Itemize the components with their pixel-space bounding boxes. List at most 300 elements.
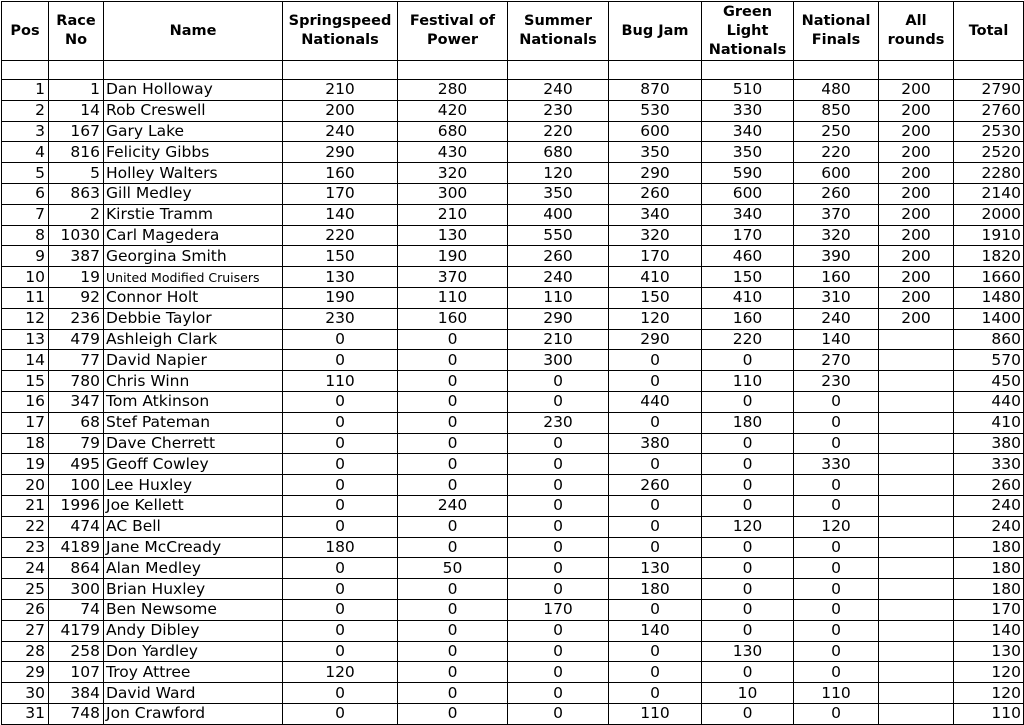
cell-springspeed-nationals: 0 [283,703,398,724]
cell-total: 240 [954,495,1024,516]
cell-springspeed-nationals: 150 [283,246,398,267]
table-row [2,433,1024,454]
cell-festival-of-power: 0 [398,599,508,620]
cell-bug-jam: 340 [609,204,702,225]
cell-all-rounds: 200 [879,204,954,225]
cell-bug-jam: 0 [609,495,702,516]
cell-national-finals: 0 [794,537,879,558]
cell-pos: 1 [2,80,49,101]
header-race-no: Race No [49,2,104,61]
cell-total: 120 [954,683,1024,704]
cell-summer-nationals: 240 [508,80,609,101]
cell-bug-jam: 290 [609,163,702,184]
cell-pos: 30 [2,683,49,704]
cell-name: AC Bell [104,516,283,537]
cell-race-no: 864 [49,558,104,579]
cell-summer-nationals: 400 [508,204,609,225]
table-row [2,246,1024,267]
cell-name: Holley Walters [104,163,283,184]
cell-green-light-nationals: 180 [702,412,794,433]
cell-total: 170 [954,599,1024,620]
cell-race-no: 100 [49,475,104,496]
cell-festival-of-power: 0 [398,641,508,662]
table-row [2,620,1024,641]
cell-festival-of-power: 0 [398,516,508,537]
table-row [2,495,1024,516]
cell-bug-jam: 0 [609,683,702,704]
cell-name: Rob Creswell [104,100,283,121]
cell-summer-nationals: 0 [508,579,609,600]
table-row [2,163,1024,184]
table-row [2,537,1024,558]
cell-bug-jam: 140 [609,620,702,641]
cell-all-rounds [879,412,954,433]
cell-name: Joe Kellett [104,495,283,516]
cell-name: Felicity Gibbs [104,142,283,163]
cell-pos: 28 [2,641,49,662]
cell-race-no: 479 [49,329,104,350]
header-all-rounds: All rounds [879,2,954,61]
cell-name: David Napier [104,350,283,371]
table-row [2,142,1024,163]
cell-springspeed-nationals: 130 [283,267,398,288]
cell-springspeed-nationals: 0 [283,391,398,412]
cell-pos: 25 [2,579,49,600]
cell-pos: 3 [2,121,49,142]
cell-national-finals: 480 [794,80,879,101]
cell-total: 240 [954,516,1024,537]
table-row [2,683,1024,704]
cell-green-light-nationals: 0 [702,599,794,620]
cell-pos: 17 [2,412,49,433]
cell-national-finals: 0 [794,475,879,496]
cell-festival-of-power: 0 [398,433,508,454]
cell-national-finals: 850 [794,100,879,121]
cell-total: 440 [954,391,1024,412]
cell-pos: 29 [2,662,49,683]
cell-national-finals: 120 [794,516,879,537]
cell-all-rounds: 200 [879,121,954,142]
cell-pos: 12 [2,308,49,329]
cell-all-rounds [879,454,954,475]
table-row [2,579,1024,600]
cell-total: 2760 [954,100,1024,121]
cell-national-finals: 220 [794,142,879,163]
cell-bug-jam: 120 [609,308,702,329]
cell-summer-nationals: 0 [508,495,609,516]
cell-festival-of-power: 370 [398,267,508,288]
table-row [2,703,1024,724]
cell-race-no: 1996 [49,495,104,516]
cell-race-no: 68 [49,412,104,433]
header-total: Total [954,2,1024,61]
cell-total: 1660 [954,267,1024,288]
cell-race-no: 387 [49,246,104,267]
cell-national-finals: 0 [794,620,879,641]
cell-pos: 23 [2,537,49,558]
cell-name: David Ward [104,683,283,704]
cell-festival-of-power: 320 [398,163,508,184]
cell-bug-jam: 0 [609,599,702,620]
cell-summer-nationals: 0 [508,662,609,683]
cell-name: Carl Magedera [104,225,283,246]
cell-national-finals: 330 [794,454,879,475]
cell-springspeed-nationals: 230 [283,308,398,329]
cell-name: Georgina Smith [104,246,283,267]
cell-national-finals: 0 [794,391,879,412]
cell-pos: 20 [2,475,49,496]
cell-all-rounds [879,350,954,371]
cell-total: 180 [954,558,1024,579]
cell-bug-jam: 170 [609,246,702,267]
cell-pos: 14 [2,350,49,371]
cell-springspeed-nationals: 0 [283,516,398,537]
cell-springspeed-nationals: 240 [283,121,398,142]
cell-all-rounds [879,537,954,558]
cell-green-light-nationals: 330 [702,100,794,121]
cell-name: Dan Holloway [104,80,283,101]
cell-green-light-nationals: 510 [702,80,794,101]
cell-bug-jam: 150 [609,287,702,308]
cell-green-light-nationals: 410 [702,287,794,308]
cell-national-finals: 250 [794,121,879,142]
cell-festival-of-power: 50 [398,558,508,579]
cell-national-finals: 260 [794,183,879,204]
table-row [2,475,1024,496]
cell-green-light-nationals: 120 [702,516,794,537]
cell-race-no: 74 [49,599,104,620]
cell-all-rounds [879,371,954,392]
cell-bug-jam: 440 [609,391,702,412]
table-row [2,350,1024,371]
cell-name: Stef Pateman [104,412,283,433]
cell-summer-nationals: 290 [508,308,609,329]
cell-national-finals: 0 [794,579,879,600]
cell-all-rounds [879,599,954,620]
cell-pos: 4 [2,142,49,163]
cell-race-no: 300 [49,579,104,600]
cell-summer-nationals: 0 [508,558,609,579]
cell-festival-of-power: 0 [398,350,508,371]
cell-springspeed-nationals: 0 [283,350,398,371]
cell-total: 380 [954,433,1024,454]
cell-total: 2000 [954,204,1024,225]
cell-name: Lee Huxley [104,475,283,496]
cell-all-rounds: 200 [879,163,954,184]
cell-summer-nationals: 260 [508,246,609,267]
cell-all-rounds [879,495,954,516]
table-row [2,121,1024,142]
cell-summer-nationals: 0 [508,391,609,412]
table-row [2,662,1024,683]
cell-summer-nationals: 680 [508,142,609,163]
cell-bug-jam: 180 [609,579,702,600]
cell-springspeed-nationals: 190 [283,287,398,308]
cell-race-no: 384 [49,683,104,704]
cell-race-no: 863 [49,183,104,204]
cell-total: 1400 [954,308,1024,329]
cell-festival-of-power: 160 [398,308,508,329]
cell-springspeed-nationals: 0 [283,412,398,433]
cell-all-rounds [879,516,954,537]
cell-race-no: 1030 [49,225,104,246]
cell-green-light-nationals: 460 [702,246,794,267]
cell-total: 1480 [954,287,1024,308]
cell-name: Jon Crawford [104,703,283,724]
cell-all-rounds: 200 [879,80,954,101]
cell-race-no: 495 [49,454,104,475]
cell-name: Jane McCready [104,537,283,558]
cell-summer-nationals: 110 [508,287,609,308]
cell-pos: 10 [2,267,49,288]
cell-green-light-nationals: 0 [702,537,794,558]
cell-total: 110 [954,703,1024,724]
cell-national-finals: 310 [794,287,879,308]
header-pos: Pos [2,2,49,61]
cell-springspeed-nationals: 120 [283,662,398,683]
cell-bug-jam: 350 [609,142,702,163]
cell-bug-jam: 0 [609,516,702,537]
cell-summer-nationals: 220 [508,121,609,142]
cell-pos: 22 [2,516,49,537]
cell-race-no: 107 [49,662,104,683]
cell-all-rounds: 200 [879,225,954,246]
cell-total: 180 [954,579,1024,600]
cell-festival-of-power: 240 [398,495,508,516]
cell-bug-jam: 110 [609,703,702,724]
cell-green-light-nationals: 10 [702,683,794,704]
cell-festival-of-power: 280 [398,80,508,101]
cell-green-light-nationals: 170 [702,225,794,246]
cell-race-no: 14 [49,100,104,121]
table-row [2,641,1024,662]
header-green-light-nationals: Green Light Nationals [702,2,794,61]
cell-name: Tom Atkinson [104,391,283,412]
cell-festival-of-power: 0 [398,620,508,641]
cell-green-light-nationals: 340 [702,121,794,142]
cell-total: 140 [954,620,1024,641]
cell-pos: 5 [2,163,49,184]
cell-national-finals: 270 [794,350,879,371]
cell-pos: 2 [2,100,49,121]
cell-race-no: 4179 [49,620,104,641]
cell-all-rounds: 200 [879,287,954,308]
cell-springspeed-nationals: 290 [283,142,398,163]
cell-all-rounds: 200 [879,246,954,267]
cell-springspeed-nationals: 180 [283,537,398,558]
cell-springspeed-nationals: 220 [283,225,398,246]
cell-pos: 9 [2,246,49,267]
cell-total: 130 [954,641,1024,662]
cell-race-no: 92 [49,287,104,308]
header-festival-of-power: Festival of Power [398,2,508,61]
cell-green-light-nationals: 350 [702,142,794,163]
cell-springspeed-nationals: 0 [283,433,398,454]
header-row [2,2,1024,61]
cell-pos: 31 [2,703,49,724]
cell-all-rounds [879,433,954,454]
cell-name: Brian Huxley [104,579,283,600]
cell-name: Connor Holt [104,287,283,308]
cell-pos: 6 [2,183,49,204]
cell-national-finals: 0 [794,412,879,433]
cell-national-finals: 370 [794,204,879,225]
cell-pos: 26 [2,599,49,620]
cell-summer-nationals: 120 [508,163,609,184]
cell-festival-of-power: 420 [398,100,508,121]
cell-pos: 19 [2,454,49,475]
cell-bug-jam: 260 [609,183,702,204]
cell-race-no: 474 [49,516,104,537]
cell-green-light-nationals: 110 [702,371,794,392]
cell-summer-nationals: 0 [508,454,609,475]
cell-springspeed-nationals: 0 [283,579,398,600]
cell-summer-nationals: 0 [508,516,609,537]
cell-name: Alan Medley [104,558,283,579]
cell-all-rounds [879,579,954,600]
cell-festival-of-power: 0 [398,329,508,350]
cell-race-no: 4189 [49,537,104,558]
cell-total: 180 [954,537,1024,558]
cell-pos: 15 [2,371,49,392]
cell-summer-nationals: 230 [508,100,609,121]
table-row [2,329,1024,350]
header-summer-nationals: Summer Nationals [508,2,609,61]
cell-name: Andy Dibley [104,620,283,641]
cell-springspeed-nationals: 0 [283,599,398,620]
cell-name: Gill Medley [104,183,283,204]
cell-all-rounds [879,662,954,683]
cell-name: Geoff Cowley [104,454,283,475]
table-row [2,516,1024,537]
cell-summer-nationals: 170 [508,599,609,620]
cell-bug-jam: 600 [609,121,702,142]
cell-total: 860 [954,329,1024,350]
cell-bug-jam: 320 [609,225,702,246]
table-row [2,183,1024,204]
cell-green-light-nationals: 220 [702,329,794,350]
cell-bug-jam: 0 [609,537,702,558]
cell-name: Ashleigh Clark [104,329,283,350]
cell-springspeed-nationals: 0 [283,641,398,662]
cell-summer-nationals: 0 [508,641,609,662]
cell-green-light-nationals: 0 [702,454,794,475]
cell-springspeed-nationals: 200 [283,100,398,121]
cell-total: 2530 [954,121,1024,142]
cell-all-rounds [879,558,954,579]
cell-festival-of-power: 0 [398,537,508,558]
cell-all-rounds [879,620,954,641]
cell-bug-jam: 0 [609,641,702,662]
cell-bug-jam: 410 [609,267,702,288]
cell-national-finals: 240 [794,308,879,329]
cell-name: Troy Attree [104,662,283,683]
cell-festival-of-power: 300 [398,183,508,204]
cell-summer-nationals: 0 [508,683,609,704]
cell-pos: 24 [2,558,49,579]
cell-national-finals: 140 [794,329,879,350]
table-row [2,225,1024,246]
cell-springspeed-nationals: 0 [283,329,398,350]
cell-national-finals: 230 [794,371,879,392]
cell-bug-jam: 530 [609,100,702,121]
cell-festival-of-power: 0 [398,662,508,683]
cell-total: 2280 [954,163,1024,184]
cell-summer-nationals: 300 [508,350,609,371]
cell-festival-of-power: 680 [398,121,508,142]
cell-pos: 7 [2,204,49,225]
cell-total: 450 [954,371,1024,392]
cell-green-light-nationals: 590 [702,163,794,184]
cell-summer-nationals: 210 [508,329,609,350]
cell-national-finals: 110 [794,683,879,704]
cell-total: 120 [954,662,1024,683]
cell-springspeed-nationals: 210 [283,80,398,101]
cell-summer-nationals: 240 [508,267,609,288]
table-row [2,308,1024,329]
cell-festival-of-power: 0 [398,371,508,392]
cell-summer-nationals: 350 [508,183,609,204]
cell-national-finals: 600 [794,163,879,184]
cell-all-rounds [879,683,954,704]
cell-springspeed-nationals: 0 [283,495,398,516]
cell-pos: 18 [2,433,49,454]
cell-bug-jam: 0 [609,412,702,433]
standings-table [1,1,1024,725]
cell-springspeed-nationals: 0 [283,558,398,579]
cell-green-light-nationals: 0 [702,495,794,516]
cell-summer-nationals: 0 [508,703,609,724]
cell-national-finals: 320 [794,225,879,246]
cell-name: Ben Newsome [104,599,283,620]
cell-total: 1910 [954,225,1024,246]
cell-festival-of-power: 0 [398,391,508,412]
cell-race-no: 19 [49,267,104,288]
cell-name: Don Yardley [104,641,283,662]
table-row [2,454,1024,475]
header-bug-jam: Bug Jam [609,2,702,61]
cell-name: Chris Winn [104,371,283,392]
cell-bug-jam: 130 [609,558,702,579]
cell-national-finals: 0 [794,558,879,579]
cell-summer-nationals: 0 [508,433,609,454]
cell-springspeed-nationals: 160 [283,163,398,184]
cell-name: United Modified Cruisers [104,267,283,288]
cell-festival-of-power: 0 [398,412,508,433]
cell-national-finals: 0 [794,433,879,454]
cell-total: 330 [954,454,1024,475]
cell-springspeed-nationals: 0 [283,475,398,496]
table-row [2,204,1024,225]
cell-total: 260 [954,475,1024,496]
cell-all-rounds [879,703,954,724]
table-row [2,267,1024,288]
cell-springspeed-nationals: 170 [283,183,398,204]
cell-pos: 21 [2,495,49,516]
cell-bug-jam: 870 [609,80,702,101]
cell-race-no: 780 [49,371,104,392]
cell-summer-nationals: 550 [508,225,609,246]
cell-all-rounds [879,329,954,350]
cell-festival-of-power: 130 [398,225,508,246]
cell-pos: 16 [2,391,49,412]
cell-all-rounds [879,475,954,496]
cell-total: 1820 [954,246,1024,267]
cell-summer-nationals: 0 [508,371,609,392]
cell-name: Dave Cherrett [104,433,283,454]
cell-name: Gary Lake [104,121,283,142]
cell-green-light-nationals: 0 [702,391,794,412]
